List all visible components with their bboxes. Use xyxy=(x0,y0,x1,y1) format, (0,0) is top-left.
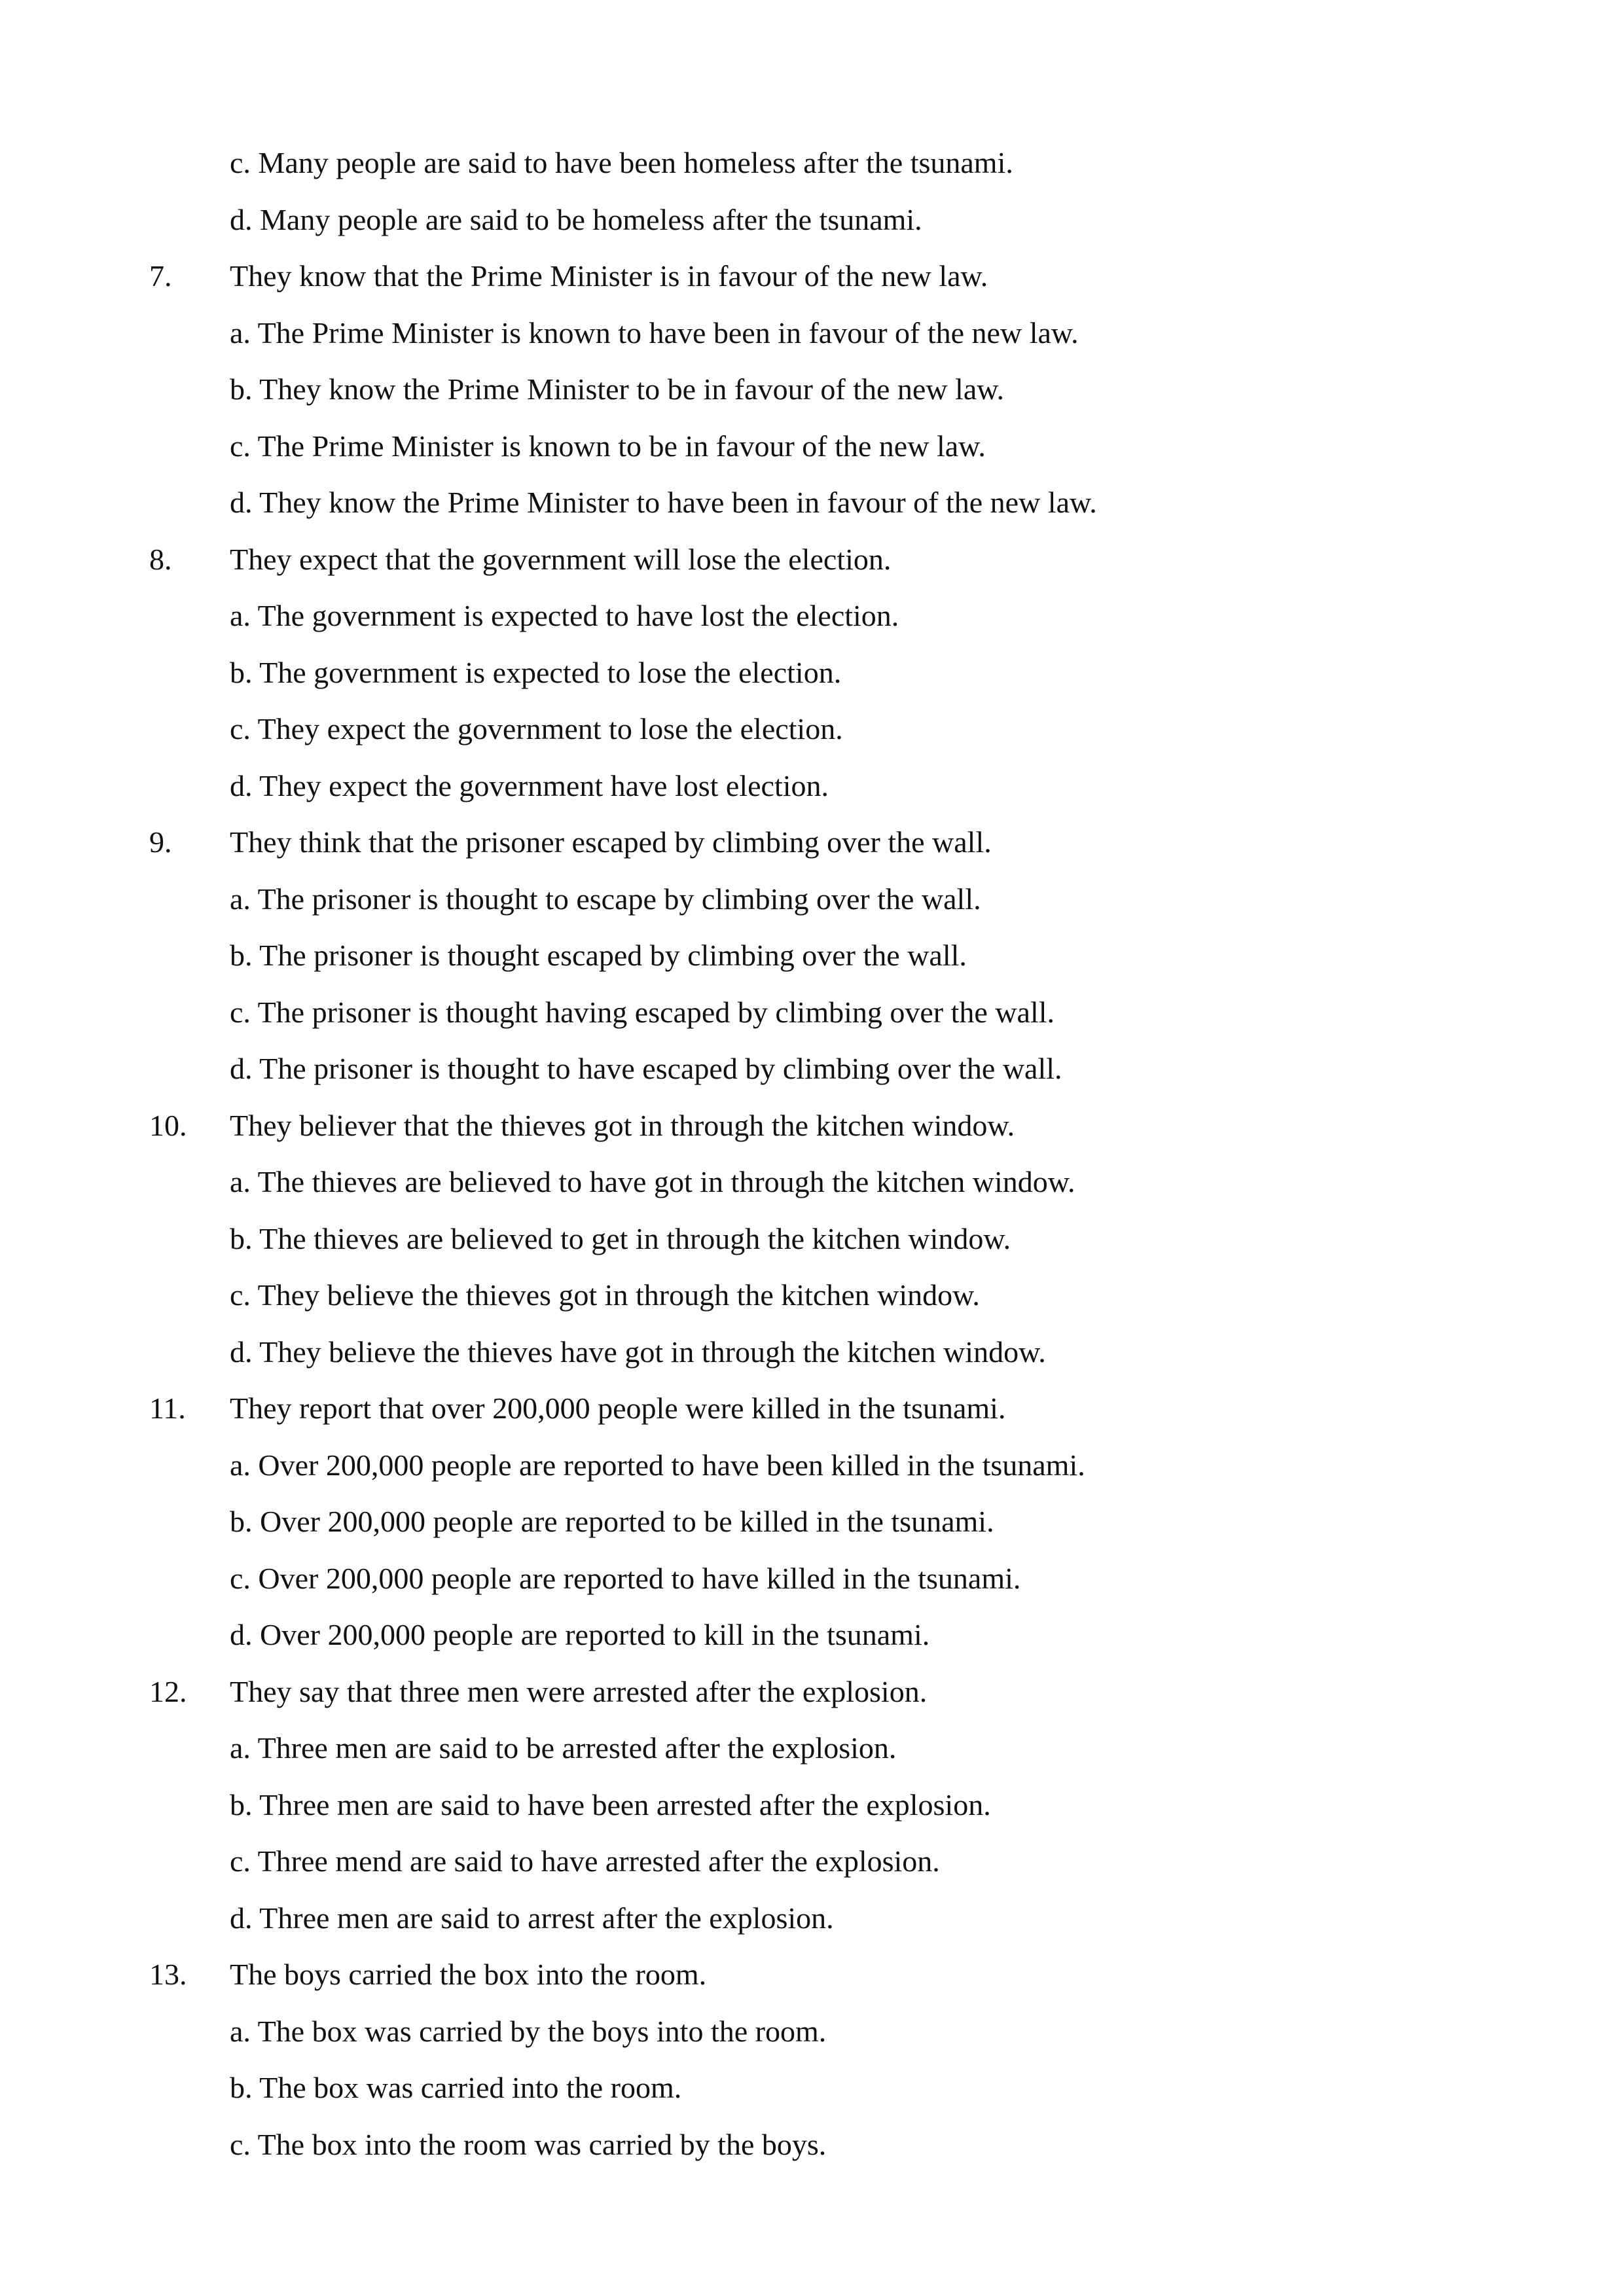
question-number: 13. xyxy=(149,1958,187,1991)
option-text: d. Many people are said to be homeless after the tsunami. xyxy=(230,202,922,236)
question-number: 10. xyxy=(149,1108,187,1142)
question-text: They say that three men were arrested after the explosion. xyxy=(230,1674,928,1708)
option-line xyxy=(0,192,1624,249)
question-list xyxy=(0,135,1624,2173)
option-text: c. The prisoner is thought having escaped by climbing over the wall. xyxy=(230,995,1055,1029)
option-line xyxy=(0,475,1624,531)
option-line xyxy=(0,1607,1624,1664)
option-text: b. They know the Prime Minister to be in favour of the new law. xyxy=(230,372,1004,406)
option-line xyxy=(0,1833,1624,1890)
option-line xyxy=(0,2003,1624,2060)
option-line xyxy=(0,305,1624,362)
option-text: a. The box was carried by the boys into the room. xyxy=(230,2014,827,2048)
option-text: a. The thieves are believed to have got in through the kitchen window. xyxy=(230,1165,1075,1198)
option-text: c. Over 200,000 people are reported to have killed in the tsunami. xyxy=(230,1561,1021,1595)
option-text: b. The government is expected to lose the election. xyxy=(230,655,842,689)
option-text: d. They know the Prime Minister to have been in favour of the new law. xyxy=(230,486,1097,519)
question-number: 11. xyxy=(149,1391,186,1425)
question-text: They know that the Prime Minister is in favour of the new law. xyxy=(230,259,988,293)
option-line xyxy=(0,1324,1624,1381)
option-line xyxy=(0,2060,1624,2117)
option-text: d. They believe the thieves have got in through the kitchen window. xyxy=(230,1335,1046,1369)
option-text: b. The thieves are believed to get in through the kitchen window. xyxy=(230,1221,1011,1255)
question-text: They think that the prisoner escaped by climbing over the wall. xyxy=(230,825,992,859)
option-text: b. The prisoner is thought escaped by climbing over the wall. xyxy=(230,939,967,972)
option-line xyxy=(0,701,1624,758)
option-line xyxy=(0,2117,1624,2174)
option-line xyxy=(0,1154,1624,1211)
option-text: a. The government is expected to have lost the election. xyxy=(230,599,899,632)
question-text: They expect that the government will lose the election. xyxy=(230,542,892,576)
question-number: 12. xyxy=(149,1674,187,1708)
option-line xyxy=(0,361,1624,418)
option-line xyxy=(0,1777,1624,1834)
option-text: a. Over 200,000 people are reported to have been killed in the tsunami. xyxy=(230,1448,1085,1482)
option-line xyxy=(0,1437,1624,1494)
option-text: a. The prisoner is thought to escape by climbing over the wall. xyxy=(230,882,981,916)
question-line xyxy=(0,1098,1624,1155)
question-text: They report that over 200,000 people were killed in the tsunami. xyxy=(230,1391,1006,1425)
option-text: a. The Prime Minister is known to have been in favour of the new law. xyxy=(230,315,1079,350)
option-text: b. Three men are said to have been arrested after the explosion. xyxy=(230,1787,991,1821)
question-number: 8. xyxy=(149,542,172,576)
option-text: d. The prisoner is thought to have escaped by climbing over the wall. xyxy=(230,1052,1062,1085)
option-line xyxy=(0,1211,1624,1268)
option-text: c. They expect the government to lose the election. xyxy=(230,712,843,745)
option-text: a. Three men are said to be arrested after the explosion. xyxy=(230,1731,897,1765)
question-line xyxy=(0,531,1624,588)
option-line xyxy=(0,1551,1624,1607)
option-text: c. They believe the thieves got in through the kitchen window. xyxy=(230,1278,980,1312)
option-line xyxy=(0,418,1624,475)
option-line xyxy=(0,984,1624,1041)
option-text: c. Three mend are said to have arrested after the explosion. xyxy=(230,1844,940,1878)
option-line xyxy=(0,927,1624,984)
option-text: d. Three men are said to arrest after the explosion. xyxy=(230,1901,834,1935)
option-line xyxy=(0,1041,1624,1098)
option-line xyxy=(0,1267,1624,1324)
option-line xyxy=(0,1720,1624,1777)
option-line xyxy=(0,1494,1624,1551)
option-text: b. The box was carried into the room. xyxy=(230,2071,682,2104)
option-line xyxy=(0,135,1624,192)
question-line xyxy=(0,814,1624,871)
question-line xyxy=(0,1946,1624,2003)
option-text: b. Over 200,000 people are reported to be killed in the tsunami. xyxy=(230,1505,994,1538)
question-text: They believer that the thieves got in through the kitchen window. xyxy=(230,1108,1015,1142)
option-line xyxy=(0,871,1624,928)
question-text: The boys carried the box into the room. xyxy=(230,1958,707,1991)
option-text: c. The box into the room was carried by the boys. xyxy=(230,2127,827,2161)
question-line xyxy=(0,248,1624,305)
option-line xyxy=(0,588,1624,645)
option-text: c. Many people are said to have been homeless after the tsunami. xyxy=(230,146,1013,179)
option-line xyxy=(0,758,1624,815)
question-number: 9. xyxy=(149,825,172,859)
question-number: 7. xyxy=(149,259,172,293)
option-line xyxy=(0,1890,1624,1947)
option-text: d. Over 200,000 people are reported to kill in the tsunami. xyxy=(230,1618,930,1651)
question-line xyxy=(0,1380,1624,1437)
question-line xyxy=(0,1664,1624,1721)
option-line xyxy=(0,645,1624,702)
option-text: c. The Prime Minister is known to be in favour of the new law. xyxy=(230,429,986,463)
option-text: d. They expect the government have lost election. xyxy=(230,768,829,802)
